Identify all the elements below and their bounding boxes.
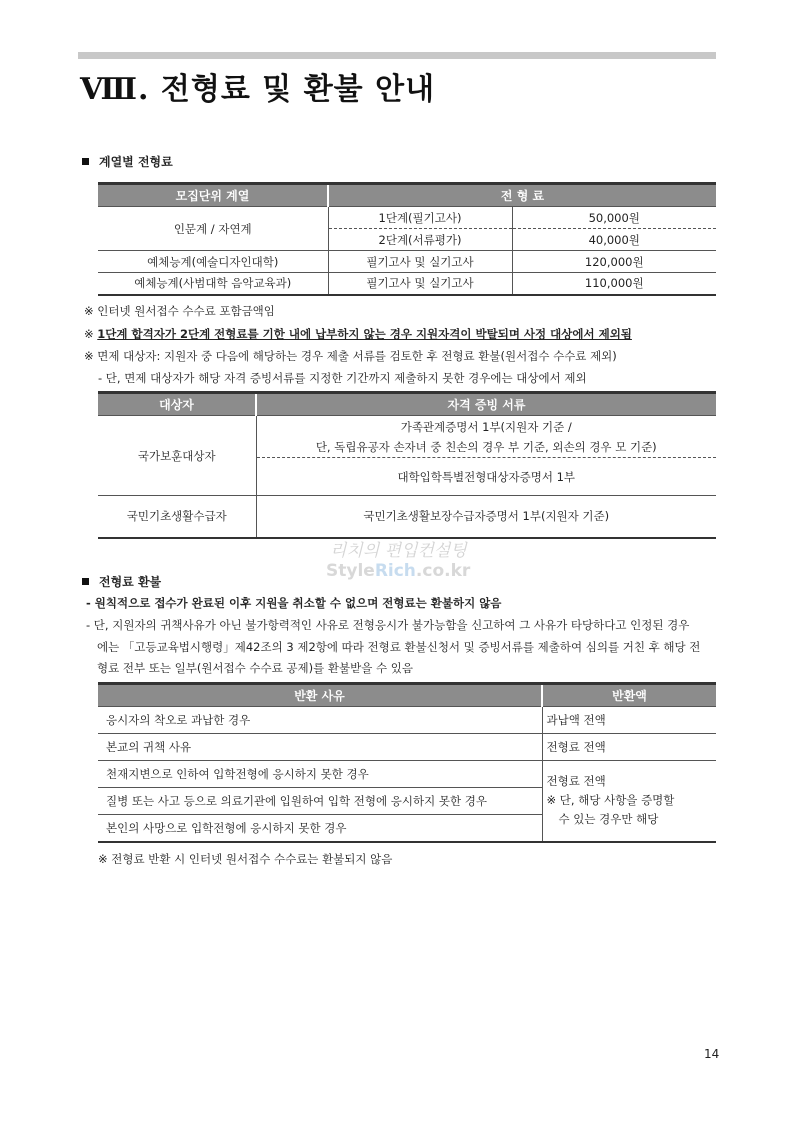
cell: 대학입학특별전형대상자증명서 1부 bbox=[256, 458, 716, 496]
wm-part: Rich bbox=[374, 561, 416, 581]
cell: 110,000원 bbox=[512, 273, 716, 295]
col-header: 반환 사유 bbox=[98, 684, 542, 707]
page-number: 14 bbox=[704, 1047, 720, 1061]
cell: 예체능계(사범대학 음악교육과) bbox=[98, 273, 328, 295]
table-row bbox=[98, 496, 716, 538]
cell: 과납액 전액 bbox=[542, 707, 716, 734]
cell: 1단계(필기고사) bbox=[328, 207, 512, 229]
cell bbox=[542, 761, 716, 842]
cell: 본교의 귀책 사유 bbox=[98, 734, 542, 761]
doc-line: 가족관계증명서 1부(지원자 기준 / bbox=[400, 419, 572, 434]
table-row bbox=[98, 207, 716, 229]
cell: 천재지변으로 인하여 입학전형에 응시하지 못한 경우 bbox=[98, 761, 542, 788]
bullet-square-icon bbox=[82, 578, 89, 585]
refund-table bbox=[98, 682, 716, 843]
refund-line: 에는 「고등교육법시행령」제42조의 3 제2항에 따라 전형료 환불신청서 및 증빙서류를 제출하여 심의를 거친 후 해당 전 bbox=[97, 640, 701, 654]
watermark: 리치의 편입컨설팅 bbox=[330, 541, 467, 561]
cell: 질병 또는 사고 등으로 의료기관에 입원하여 입학 전형에 응시하지 못한 경우 bbox=[98, 788, 542, 815]
col-header: 반환액 bbox=[542, 684, 716, 707]
cell: 국민기초생활수급자 bbox=[98, 496, 256, 538]
refund-line: - 단, 지원자의 귀책사유가 아닌 불가항력적인 사유로 전형응시가 불가능함을 신고하여 그 사유가 타당하다고 인정된 경우 bbox=[86, 618, 690, 632]
cell: 필기고사 및 실기고사 bbox=[328, 251, 512, 273]
table-row bbox=[98, 707, 716, 734]
header-bar bbox=[78, 52, 716, 59]
cell: 국민기초생활보장수급자증명서 1부(지원자 기준) bbox=[256, 496, 716, 538]
bullet-square-icon bbox=[82, 158, 89, 165]
heading-text: 계열별 전형료 bbox=[99, 155, 173, 169]
cell: 예체능계(예술디자인대학) bbox=[98, 251, 328, 273]
table-row bbox=[98, 734, 716, 761]
doc-line: 단, 독립유공자 손자녀 중 친손의 경우 부 기준, 외손의 경우 모 기준) bbox=[315, 439, 657, 454]
cell: 국가보훈대상자 bbox=[98, 416, 256, 496]
refund-line: 형료 전부 또는 일부(원서접수 수수료 공제)를 환불받을 수 있음 bbox=[97, 661, 413, 675]
wm-part: .co.kr bbox=[415, 561, 471, 581]
section-heading-refund bbox=[82, 573, 161, 590]
col-header: 전 형 료 bbox=[328, 184, 716, 207]
watermark bbox=[326, 561, 470, 581]
cell: 응시자의 착오로 과납한 경우 bbox=[98, 707, 542, 734]
heading-text: 전형료 환불 bbox=[99, 575, 162, 589]
note-text: 1단계 합격자가 2단계 전형료를 기한 내에 납부하지 않는 경우 지원자격이 박탈되며 사정 대상에서 제외됨 bbox=[97, 327, 632, 341]
col-header: 자격 증빙 서류 bbox=[256, 393, 716, 416]
table-row bbox=[98, 251, 716, 273]
page-title: Ⅷ. 전형료 및 환불 안내 bbox=[80, 72, 436, 107]
cell bbox=[256, 416, 716, 458]
note: - 단, 면제 대상자가 해당 자격 증빙서류를 지정한 기간까지 제출하지 못한 경우에는 대상에서 제외 bbox=[98, 371, 587, 385]
table-row bbox=[98, 273, 716, 295]
fee-table bbox=[98, 182, 716, 296]
cell: 인문계 / 자연계 bbox=[98, 207, 328, 251]
cell: 40,000원 bbox=[512, 229, 716, 251]
section-heading-fees bbox=[82, 153, 173, 170]
table-row bbox=[98, 416, 716, 458]
cell: 2단계(서류평가) bbox=[328, 229, 512, 251]
cell: 50,000원 bbox=[512, 207, 716, 229]
note-mark: ※ bbox=[84, 327, 98, 341]
note: ※ 인터넷 원서접수 수수료 포함금액임 bbox=[84, 304, 275, 318]
cell: 전형료 전액 bbox=[542, 734, 716, 761]
amount-line: ※ 단, 해당 사항을 증명할 bbox=[546, 793, 675, 808]
note-important bbox=[84, 326, 632, 342]
footnote: ※ 전형료 반환 시 인터넷 원서접수 수수료는 환불되지 않음 bbox=[98, 852, 393, 866]
cell: 본인의 사망으로 입학전형에 응시하지 못한 경우 bbox=[98, 815, 542, 842]
col-header: 대상자 bbox=[98, 393, 256, 416]
amount-line: 전형료 전액 bbox=[546, 774, 606, 789]
note: ※ 면제 대상자: 지원자 중 다음에 해당하는 경우 제출 서류를 검토한 후 전형료 환불(원서접수 수수료 제외) bbox=[84, 349, 617, 363]
table-row bbox=[98, 761, 716, 788]
exemption-table bbox=[98, 391, 716, 539]
col-header: 모집단위 계열 bbox=[98, 184, 328, 207]
wm-part: Style bbox=[326, 561, 375, 581]
cell: 필기고사 및 실기고사 bbox=[328, 273, 512, 295]
refund-line: - 원칙적으로 접수가 완료된 이후 지원을 취소할 수 없으며 전형료는 환불하지 않음 bbox=[86, 596, 502, 610]
cell: 120,000원 bbox=[512, 251, 716, 273]
amount-line: 수 있는 경우만 해당 bbox=[558, 812, 659, 827]
